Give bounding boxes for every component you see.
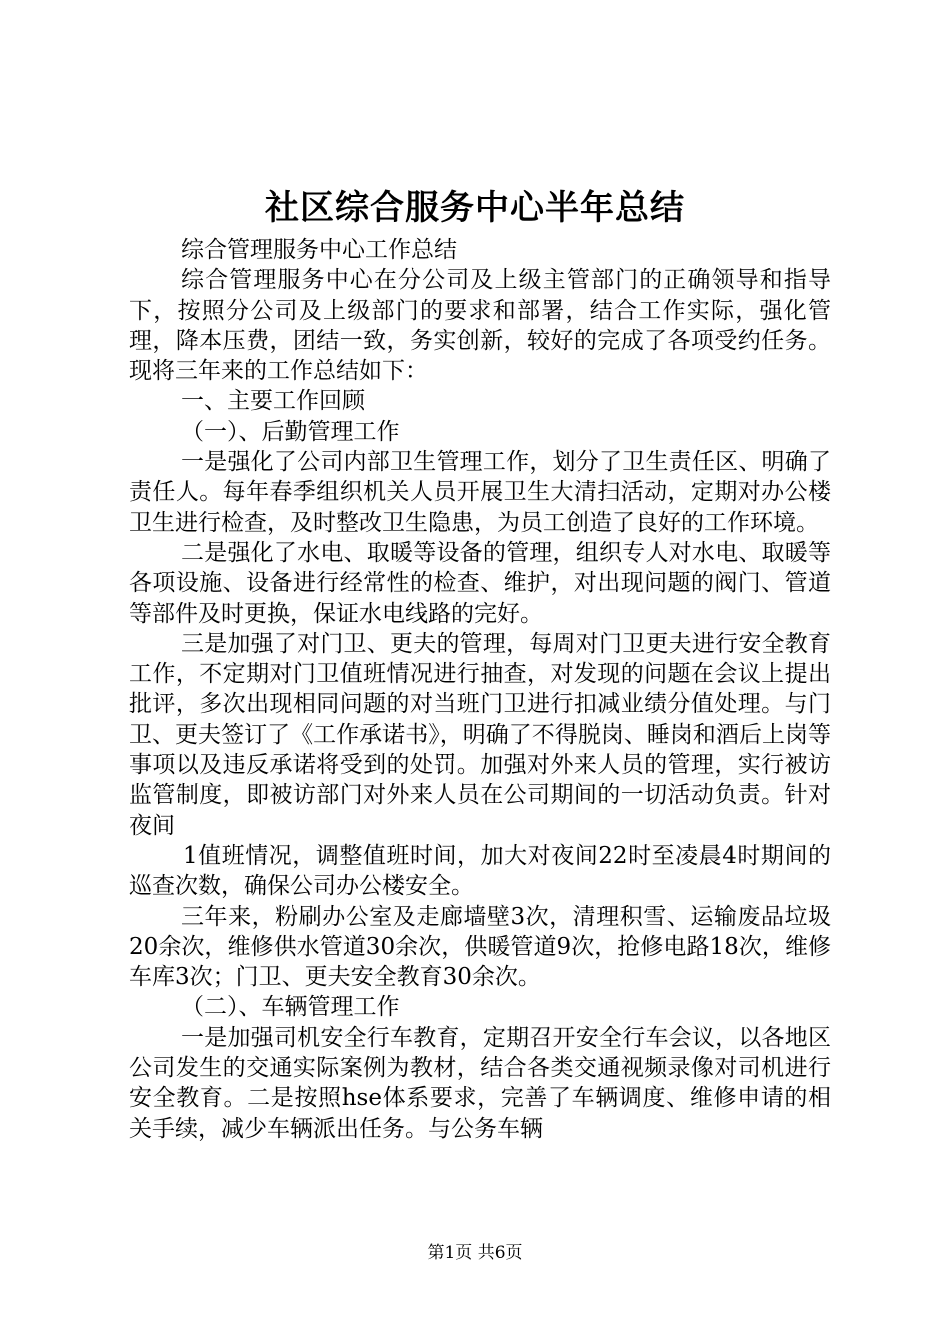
- document-title: 社区综合服务中心半年总结: [265, 188, 685, 228]
- paragraph-night-duty: 1值班情况，调整值班时间，加大对夜间22时至凌晨4时期间的巡查次数，确保公司办公楼安全。: [129, 842, 831, 900]
- paragraph-utilities: 二是强化了水电、取暖等设备的管理，组织专人对水电、取暖等各项设施、设备进行经常性的检查、维护，对出现问题的阀门、管道等部件及时更换，保证水电线路的完好。: [129, 539, 831, 627]
- page-number: 第1页 共6页: [427, 1243, 523, 1263]
- paragraph-intro: 综合管理服务中心在分公司及上级主管部门的正确领导和指导下，按照分公司及上级部门的要求和部署，结合工作实际，强化管理，降本压费，团结一致，务实创新，较好的完成了各项受约任务。现将三年来的工作总结如下：: [129, 267, 831, 385]
- section-heading-main-review: 一、主要工作回顾: [181, 388, 365, 415]
- paragraph-security: 三是加强了对门卫、更夫的管理，每周对门卫更夫进行安全教育工作，不定期对门卫值班情况进行抽查，对发现的问题在会议上提出批评，多次出现相同问题的对当班门卫进行扣减业绩分值处理。与门卫、更夫签订了《工作承诺书》，明确了不得脱岗、睡岗和酒后上岗等事项以及违反承诺将受到的处罚。加强对外来人员的管理，实行被访监管制度，即被访部门对外来人员在公司期间的一切活动负责。针对夜间: [129, 630, 831, 839]
- subsection-heading-logistics: （一）、后勤管理工作: [181, 418, 400, 445]
- paragraph-subtitle: 综合管理服务中心工作总结: [181, 237, 457, 263]
- document-body: [129, 235, 831, 1144]
- subsection-heading-vehicles: （二）、车辆管理工作: [181, 994, 400, 1021]
- paragraph-vehicle-safety: 一是加强司机安全行车教育，定期召开安全行车会议，以各地区公司发生的交通实际案例为教材，结合各类交通视频录像对司机进行安全教育。二是按照hse体系要求，完善了车辆调度、维修申请的相关手续，减少车辆派出任务。与公务车辆: [129, 1024, 831, 1142]
- paragraph-statistics: 三年来，粉刷办公室及走廊墙壁3次，清理积雪、运输废品垃圾20余次，维修供水管道30余次，供暖管道9次，抢修电路18次，维修车库3次；门卫、更夫安全教育30余次。: [129, 903, 831, 991]
- paragraph-hygiene: 一是强化了公司内部卫生管理工作，划分了卫生责任区、明确了责任人。每年春季组织机关人员开展卫生大清扫活动，定期对办公楼卫生进行检查，及时整改卫生隐患，为员工创造了良好的工作环境。: [129, 449, 831, 536]
